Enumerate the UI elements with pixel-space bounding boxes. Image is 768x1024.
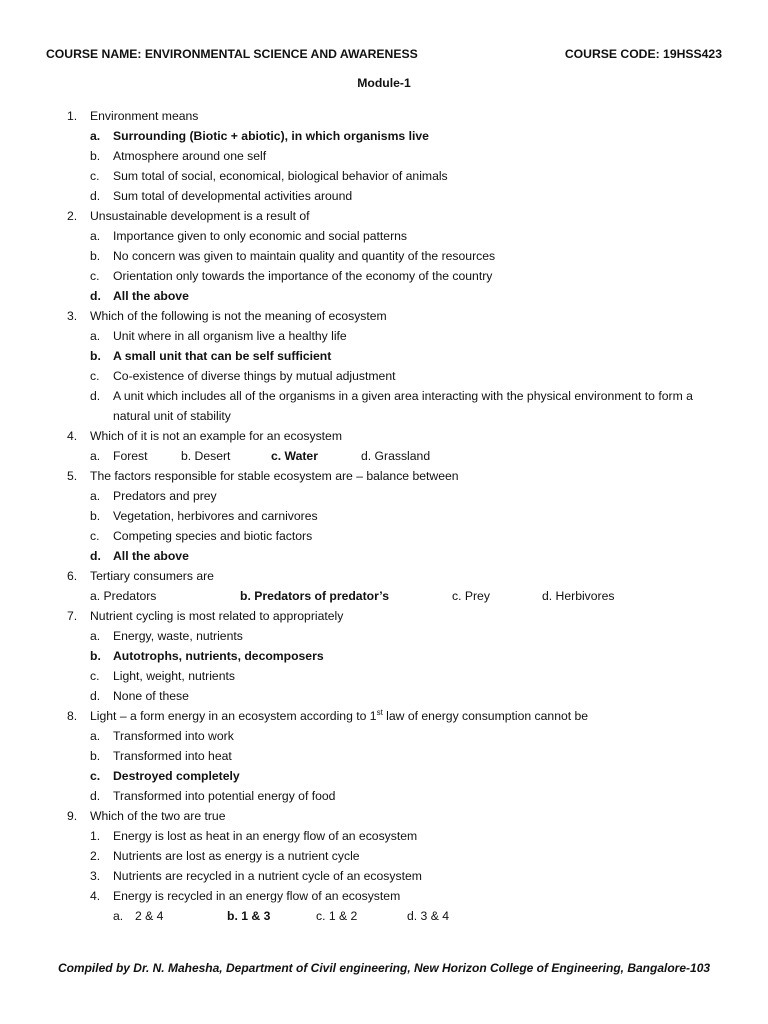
question-number: 4. xyxy=(67,429,78,443)
option-b-correct: b. 1 & 3 xyxy=(227,909,271,923)
option: a. Predators and prey xyxy=(90,489,217,503)
question-5 xyxy=(0,466,768,486)
option-a-label: a. xyxy=(113,909,124,923)
module-title: Module-1 xyxy=(357,76,411,90)
option: c. Co-existence of diverse things by mutual adjustment xyxy=(90,369,396,383)
question-6 xyxy=(0,566,768,586)
question-8 xyxy=(0,706,768,726)
option: a. Unit where in all organism live a healthy life xyxy=(90,329,347,343)
inline-options xyxy=(0,446,768,466)
question-number: 9. xyxy=(67,809,78,823)
question-number: 5. xyxy=(67,469,78,483)
option: c. Sum total of social, economical, biological behavior of animals xyxy=(90,169,448,183)
statement: 1. Energy is lost as heat in an energy flow of an ecosystem xyxy=(90,829,418,843)
inline-options xyxy=(0,586,768,606)
question-text: Which of the two are true xyxy=(90,809,226,823)
option: a. Energy, waste, nutrients xyxy=(90,629,243,643)
question-text: Nutrient cycling is most related to appropriately xyxy=(90,609,344,623)
question-3 xyxy=(0,306,768,326)
option-correct: b. A small unit that can be self sufficient xyxy=(90,349,332,363)
option-b-correct: b. Predators of predator’s xyxy=(240,589,389,603)
option-b: b. Desert xyxy=(181,449,231,463)
option: b. Atmosphere around one self xyxy=(90,149,267,163)
option: b. Transformed into heat xyxy=(90,749,232,763)
option: c. Competing species and biotic factors xyxy=(90,529,313,543)
option-c: c. Prey xyxy=(452,589,490,603)
question-4 xyxy=(0,426,768,446)
question-text: Unsustainable development is a result of xyxy=(90,209,310,223)
option: d. A unit which includes all of the organisms in a given area interacting with the physical environment to form a xyxy=(90,389,693,403)
option-correct: a. Surrounding (Biotic + abiotic), in which organisms live xyxy=(90,129,429,143)
statement: 3. Nutrients are recycled in a nutrient cycle of an ecosystem xyxy=(90,869,422,883)
option-a: a. Predators xyxy=(90,589,157,603)
page-footer: Compiled by Dr. N. Mahesha, Department of Civil engineering, New Horizon College of Engineering, Bangalore-103 xyxy=(57,961,711,975)
course-code: COURSE CODE: 19HSS423 xyxy=(564,47,722,61)
option: d. Sum total of developmental activities around xyxy=(90,189,353,203)
superscript: st xyxy=(376,707,383,717)
option-correct: b. Autotrophs, nutrients, decomposers xyxy=(90,649,324,663)
option: a. Transformed into work xyxy=(90,729,234,743)
question-2 xyxy=(0,206,768,226)
question-list xyxy=(0,106,768,926)
option-c: c. 1 & 2 xyxy=(316,909,358,923)
question-number: 7. xyxy=(67,609,78,623)
question-1 xyxy=(0,106,768,126)
option-continuation: natural unit of stability xyxy=(113,409,231,423)
option: d. Transformed into potential energy of food xyxy=(90,789,336,803)
option-d: d. Herbivores xyxy=(542,589,615,603)
option-correct: d. All the above xyxy=(90,289,189,303)
inline-options xyxy=(0,906,768,926)
option-correct: d. All the above xyxy=(90,549,189,563)
option: b. Vegetation, herbivores and carnivores xyxy=(90,509,318,523)
statement: 4. Energy is recycled in an energy flow of an ecosystem xyxy=(90,889,401,903)
course-name: COURSE NAME: ENVIRONMENTAL SCIENCE AND AWARENESS xyxy=(46,47,418,61)
question-9 xyxy=(0,806,768,826)
option-d: d. 3 & 4 xyxy=(407,909,450,923)
question-number: 1. xyxy=(67,109,78,123)
question-7 xyxy=(0,606,768,626)
option: a. Importance given to only economic and social patterns xyxy=(90,229,408,243)
option-a-label: a. xyxy=(90,449,101,463)
option-d: d. Grassland xyxy=(361,449,431,463)
question-number: 2. xyxy=(67,209,78,223)
option: b. No concern was given to maintain quality and quantity of the resources xyxy=(90,249,496,263)
question-number: 8. xyxy=(67,709,78,723)
question-text: Environment means xyxy=(90,109,199,123)
question-text: Tertiary consumers are xyxy=(90,569,214,583)
question-number: 6. xyxy=(67,569,78,583)
question-text: Which of the following is not the meaning of ecosystem xyxy=(90,309,387,323)
page-header xyxy=(46,47,722,65)
option: c. Orientation only towards the importance of the economy of the country xyxy=(90,269,493,283)
statement: 2. Nutrients are lost as energy is a nutrient cycle xyxy=(90,849,360,863)
question-text: Which of it is not an example for an ecosystem xyxy=(90,429,342,443)
option: c. Light, weight, nutrients xyxy=(90,669,235,683)
option-correct: c. Destroyed completely xyxy=(90,769,240,783)
option: d. None of these xyxy=(90,689,189,703)
question-text: The factors responsible for stable ecosystem are – balance between xyxy=(90,469,459,483)
option-c-correct: c. Water xyxy=(271,449,318,463)
option-a: 2 & 4 xyxy=(135,909,164,923)
question-text: Light – a form energy in an ecosystem according to 1st law of energy consumption cannot be xyxy=(90,707,589,723)
question-number: 3. xyxy=(67,309,78,323)
option-a: Forest xyxy=(113,449,148,463)
